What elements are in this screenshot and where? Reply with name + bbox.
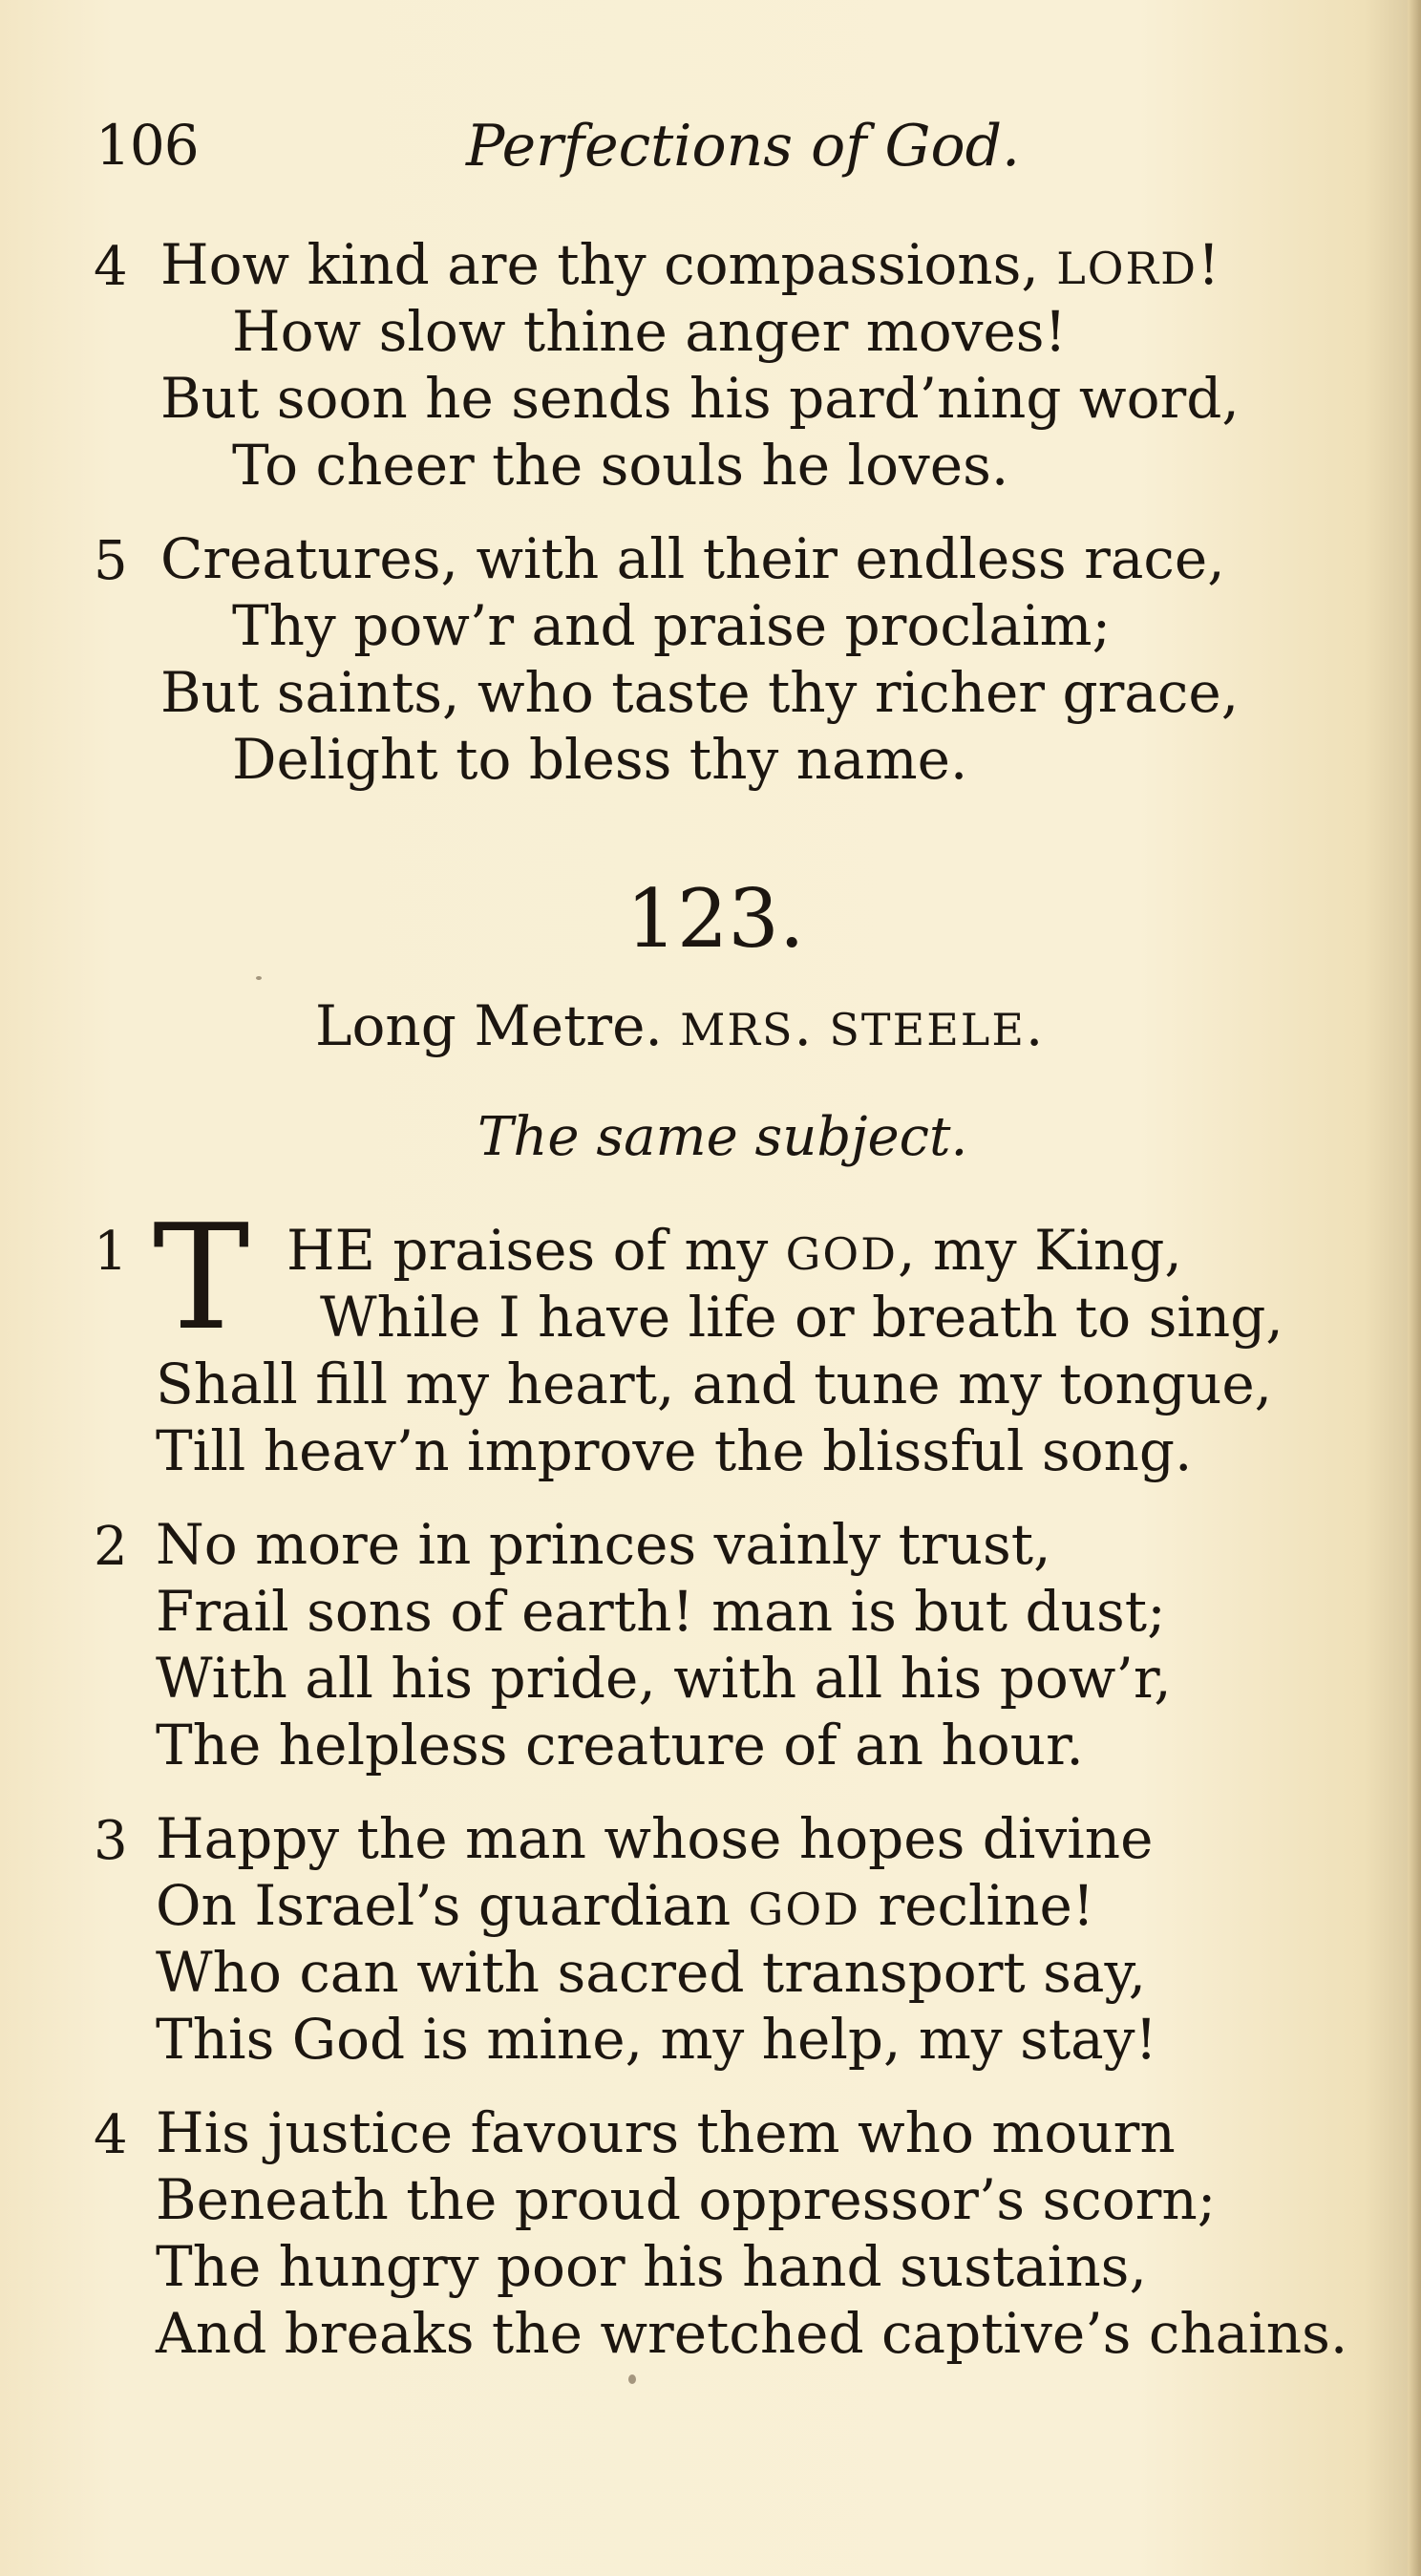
page-edge <box>1408 0 1421 2576</box>
small-caps-word: GOD <box>785 1228 898 1280</box>
verse-line <box>156 1873 1095 1938</box>
stanza-number: 1 <box>94 1221 128 1283</box>
verse-line: Shall fill my heart, and tune my tongue, <box>156 1352 1273 1416</box>
small-caps-word: STEELE <box>829 1004 1026 1055</box>
hymn-meter <box>315 993 1044 1058</box>
verse-text: , my King, <box>898 1218 1182 1283</box>
verse-text: How kind are thy compassions, <box>160 232 1057 297</box>
verse-line: This God is mine, my help, my stay! <box>156 2007 1157 2072</box>
verse-line: Frail sons of earth! man is but dust; <box>156 1579 1166 1644</box>
small-caps-word: MRS <box>680 1004 795 1055</box>
verse-line: His justice favours them who mourn <box>156 2100 1176 2165</box>
hymn-number <box>0 872 1421 966</box>
verse-line: But soon he sends his pard’ning word, <box>160 366 1240 431</box>
verse-line: But saints, who taste thy richer grace, <box>160 660 1240 725</box>
verse-line: The helpless creature of an hour. <box>156 1713 1084 1778</box>
verse-text: recline! <box>860 1873 1095 1938</box>
verse-line: To cheer the souls he loves. <box>232 433 1009 498</box>
verse-line: Creatures, with all their endless race, <box>160 526 1225 591</box>
stanza-number: 4 <box>94 2104 128 2166</box>
stanza-number: 5 <box>94 530 128 592</box>
verse-line: Thy pow’r and praise proclaim; <box>232 593 1112 658</box>
small-caps-word: LORD <box>1056 243 1198 294</box>
meter-text: . <box>794 993 830 1058</box>
drop-cap: T <box>153 1193 250 1362</box>
stanza-number: 4 <box>94 236 128 298</box>
meter-text: Long Metre. <box>315 993 681 1058</box>
verse-line: Beneath the proud oppressor’s scorn; <box>156 2167 1217 2232</box>
hymn-number-text: 123. <box>626 872 805 966</box>
running-header <box>95 113 1241 189</box>
verse-line: Happy the man whose hopes divine <box>156 1806 1154 1871</box>
verse-line: How slow thine anger moves! <box>232 299 1067 364</box>
verse-line <box>286 1218 1182 1283</box>
verse-line: Till heav’n improve the blissful song. <box>156 1418 1193 1483</box>
verse-line: And breaks the wretched captive’s chains. <box>156 2301 1348 2366</box>
verse-line <box>160 232 1220 297</box>
small-caps-word: GOD <box>748 1884 861 1935</box>
verse-line: Delight to bless thy name. <box>232 727 968 792</box>
hymn-subject: The same subject. <box>477 1106 968 1168</box>
verse-text: ! <box>1198 232 1220 297</box>
paper-speck <box>628 2374 636 2384</box>
stanza-number: 2 <box>94 1516 128 1578</box>
paper-speck <box>256 976 262 980</box>
verse-line: While I have life or breath to sing, <box>320 1285 1283 1350</box>
verse-line: No more in princes vainly trust, <box>156 1512 1051 1577</box>
verse-line: The hungry poor his hand sustains, <box>156 2234 1147 2299</box>
meter-text: . <box>1025 993 1044 1058</box>
running-title: Perfections of God. <box>466 113 1021 180</box>
page-number: 106 <box>95 113 199 178</box>
verse-line: With all his pride, with all his pow’r, <box>156 1646 1172 1711</box>
verse-text: HE praises of my <box>286 1218 786 1283</box>
verse-line: Who can with sacred transport say, <box>156 1940 1147 2005</box>
stanza-number: 3 <box>94 1810 128 1872</box>
verse-text: On Israel’s guardian <box>156 1873 749 1938</box>
